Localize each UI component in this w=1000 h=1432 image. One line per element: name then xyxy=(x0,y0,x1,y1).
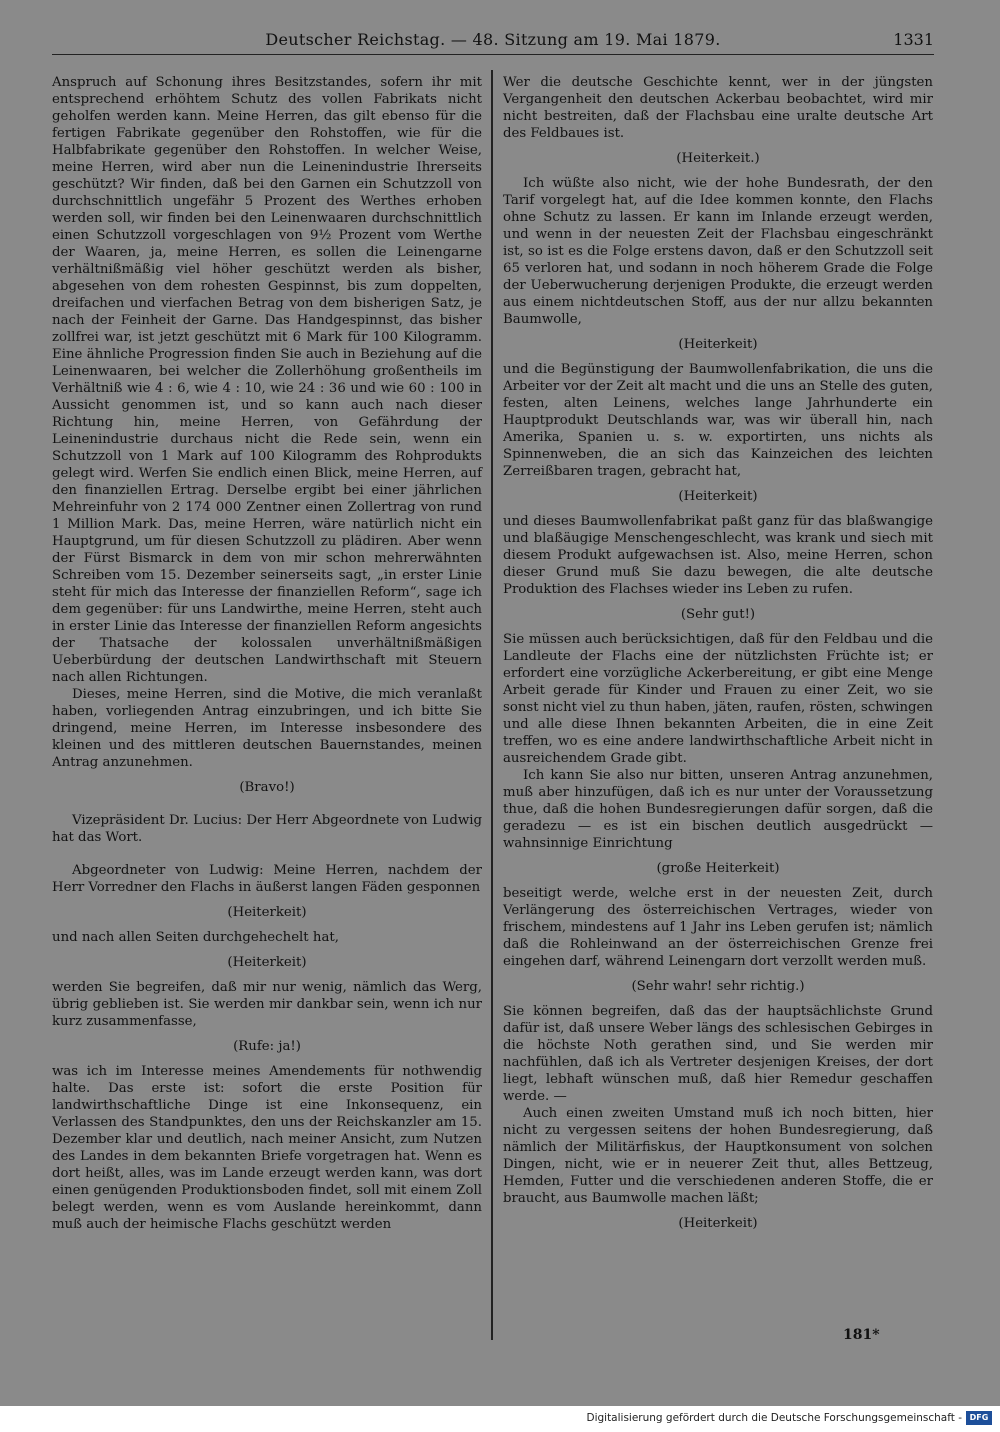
paragraph: und dieses Baumwollenfabrikat paßt ganz für das blaßwangige und blaßäugige Menschengeschlecht, was krank und siech mit diesem Produkt aufgewachsen ist. Also, meine Herren, schon dieser Grund muß Sie dazu bewegen, die alte deutsche Produktion des Flachses wieder ins Leben zu rufen. xyxy=(503,514,933,597)
paragraph: Ich kann Sie also nur bitten, unseren Antrag anzunehmen, muß aber hinzufügen, daß ich es nur unter der Voraussetzung thue, daß die hohen Bundesregierungen dafür sorgen, daß die geradezu — es ist ein bischen deutlich ausgedrückt — wahnsinnige Einrichtung xyxy=(503,768,933,851)
paragraph: werden Sie begreifen, daß mir nur wenig, nämlich das Werg, übrig geblieben ist. Sie werden mir dankbar sein, wenn ich nur kurz zusammenfasse, xyxy=(52,980,482,1029)
paragraph: Wer die deutsche Geschichte kennt, wer in der jüngsten Vergangenheit den deutschen Ackerbau beobachtet, wird mir nicht bestreiten, daß der Flachsbau eine uralte deutsche Art des Feldbaues ist. xyxy=(503,75,933,141)
interjection: (Sehr wahr! sehr richtig.) xyxy=(631,979,805,994)
paragraph: Auch einen zweiten Umstand muß ich noch bitten, hier nicht zu vergessen seitens der hohen Bundesregierung, daß nämlich der Militärfiskus, der Hauptkonsument von solchen Dingen, nicht, wie er in neuerer Zeit thut, alles Bettzeug, Hemden, Futter und die verschiedenen anderen Stoffe, die er braucht, aus Baumwolle machen läßt; xyxy=(503,1106,933,1206)
interjection: (große Heiterkeit) xyxy=(656,861,780,876)
paragraph: Sie können begreifen, daß das der hauptsächlichste Grund dafür ist, daß unsere Weber längs des schlesischen Gebirges in die höchste Noth gerathen sind, und Sie werden mir nachfühlen, daß ich als Vertreter desjenigen Kreises, der dort liegt, lebhaft wünschen muß, daß hier Remedur geschaffen werde. — xyxy=(503,1004,933,1104)
page-header xyxy=(52,30,934,55)
interjection: (Rufe: ja!) xyxy=(233,1039,301,1054)
paragraph: Sie müssen auch berücksichtigen, daß für den Feldbau und die Landleute der Flachs eine der nützlichsten Früchte ist; er erfordert eine vorzügliche Ackerbereitung, er gibt eine Menge Arbeit gerade für Kinder und Frauen zu einer Zeit, wo sie sonst nicht viel zu thun haben, jäten, raufen, rösten, schwingen und alle diese Ihnen bekannten Arbeiten, die in eine Zeit treffen, wo es eine andere landwirthschaftliche Arbeit nicht in ausreichendem Grade gibt. xyxy=(503,632,933,766)
running-title: Deutscher Reichstag. — 48. Sitzung am 19. Mai 1879. xyxy=(265,30,721,49)
right-column xyxy=(503,74,933,1240)
interjection: (Heiterkeit) xyxy=(678,337,758,352)
paragraph: Vizepräsident Dr. Lucius: Der Herr Abgeordnete von Ludwig hat das Wort. xyxy=(52,813,482,845)
interjection: (Heiterkeit) xyxy=(678,489,758,504)
paragraph: Abgeordneter von Ludwig: Meine Herren, nachdem der Herr Vorredner den Flachs in äußerst langen Fäden gesponnen xyxy=(52,863,482,895)
dfg-logo: DFG xyxy=(966,1411,992,1425)
paragraph: Dieses, meine Herren, sind die Motive, die mich veranlaßt haben, vorliegenden Antrag einzubringen, und ich bitte Sie dringend, meine Herren, im Interesse insbesondere des kleinen und des mittleren deutschen Bauernstandes, meinen Antrag anzunehmen. xyxy=(52,687,482,770)
paragraph: Ich wüßte also nicht, wie der hohe Bundesrath, der den Tarif vorgelegt hat, auf die Idee kommen konnte, den Flachs ohne Schutz zu lassen. Er kann im Inlande erzeugt werden, und wenn in der neuesten Zeit der Flachsbau eingeschränkt ist, so ist es die Folge erstens davon, daß er den Schutzzoll seit 65 verloren hat, und sodann in noch höherem Grade die Folge der Ueberwucherung derjenigen Produkte, die erzeugt werden aus einem nichtdeutschen Stoff, aus der nur allzu bekannten Baumwolle, xyxy=(503,176,933,327)
paragraph: und nach allen Seiten durchgehechelt hat, xyxy=(52,930,339,945)
signature-mark: 181* xyxy=(843,1327,880,1343)
interjection: (Sehr gut!) xyxy=(680,607,756,622)
paragraph: Anspruch auf Schonung ihres Besitzstandes, sofern ihr mit entsprechend erhöhtem Schutz des vollen Fabrikats nicht geholfen werden kann. Meine Herren, das gilt ebenso für die fertigen Fabrikate gegenüber den Rohstoffen, wie für die Halbfabrikate gegenüber den Rohstoffen. In welcher Weise, meine Herren, wird aber nun die Leinenindustrie Ihrerseits geschützt? Wir finden, daß bei den Garnen ein Schutzzoll von durchschnittlich ungefähr 5 Prozent des Werthes erhoben werden soll, wir finden bei den Leinenwaaren durchschnittlich einen Schutzzoll vorgeschlagen von 9½ Prozent vom Werthe der Waaren, ja, meine Herren, es sollen die Leinengarne verhältnißmäßig viel höher geschützt werden als bisher, abgesehen von dem rohesten Gespinnst, bis zum doppelten, dreifachen und vierfachen Betrag von dem bisherigen Satz, je nach der Feinheit der Garne. Das Handgespinnst, das bisher zollfrei war, ist jetzt geschützt mit 6 Mark für 100 Kilogramm. Eine ähnliche Progression finden Sie auch in Beziehung auf die Leinenwaaren, bei welcher die Zollerhöhung großentheils im Verhältniß wie 4 : 6, wie 4 : 10, wie 24 : 36 und wie 60 : 100 in Aussicht genommen ist, und so kann auch nach dieser Richtung hin, meine Herren, von Gefährdung der Leinenindustrie durchaus nicht die Rede sein, wenn ein Schutzzoll von 1 Mark auf 100 Kilogramm des Rohprodukts gelegt wird. Werfen Sie endlich einen Blick, meine Herren, auf den finanziellen Ertrag. Derselbe ergibt bei einer jährlichen Mehreinfuhr von 2 174 000 Zentner einen Zollertrag von rund 1 Million Mark. Das, meine Herren, wäre natürlich nicht ein Hauptgrund, um für diesen Schutzzoll zu plädiren. Aber wenn der Fürst Bismarck in dem von mir schon mehrerwähnten Schreiben vom 15. Dezember seinerseits sagt, „in erster Linie steht für mich das Interesse der finanziellen Reform“, sage ich dem gegenüber: für uns Landwirthe, meine Herren, steht auch in erster Linie das Interesse der finanziellen Reform angesichts der Thatsache der kolossalen unverhältnißmäßigen Ueberbürdung der deutschen Landwirthschaft mit Steuern nach allen Richtungen. xyxy=(52,75,482,685)
column-divider xyxy=(491,70,493,1340)
page-number: 1331 xyxy=(893,30,934,49)
paragraph: und die Begünstigung der Baumwollenfabrikation, die uns die Arbeiter vor der Zeit alt macht und die uns an Stelle des guten, festen, alten Leinens, welches lange Jahrhunderte ein Hauptprodukt Deutschlands war, was wir überall hin, nach Amerika, Spanien u. s. w. exportirten, uns nichts als Spinnenweben, die an sich das Kainzeichen des leichten Zerreißbaren tragen, gebracht hat, xyxy=(503,362,933,479)
paragraph: beseitigt werde, welche erst in der neuesten Zeit, durch Verlängerung des österreichischen Vertrages, wieder von frischem, mindestens auf 1 Jahr ins Leben gerufen ist; nämlich daß die Rohleinwand an der österreichischen Grenze frei eingehen darf, während Leinengarn dort verzollt werden muß. xyxy=(503,886,933,969)
interjection: (Heiterkeit) xyxy=(227,955,307,970)
left-column xyxy=(52,74,482,1233)
interjection: (Heiterkeit.) xyxy=(676,151,760,166)
interjection: (Bravo!) xyxy=(239,780,295,795)
footer-credit: Digitalisierung gefördert durch die Deutsche Forschungsgemeinschaft - xyxy=(586,1412,962,1424)
footer xyxy=(0,1406,1000,1432)
interjection: (Heiterkeit) xyxy=(227,905,307,920)
interjection: (Heiterkeit) xyxy=(678,1216,758,1231)
paragraph: was ich im Interesse meines Amendements für nothwendig halte. Das erste ist: sofort die erste Position für landwirthschaftliche Dinge ist eine Inkonsequenz, ein Verlassen des Standpunktes, den uns der Reichskanzler am 15. Dezember klar und deutlich, nach meiner Ansicht, zum Nutzen des Landes in dem bekannten Briefe vorgetragen hat. Wenn es dort heißt, alles, was im Lande erzeugt werden kann, was dort einen genügenden Produktionsboden findet, soll mit einem Zoll belegt werden, wenn es vom Auslande hereinkommt, dann muß auch der heimische Flachs geschützt werden xyxy=(52,1064,482,1232)
